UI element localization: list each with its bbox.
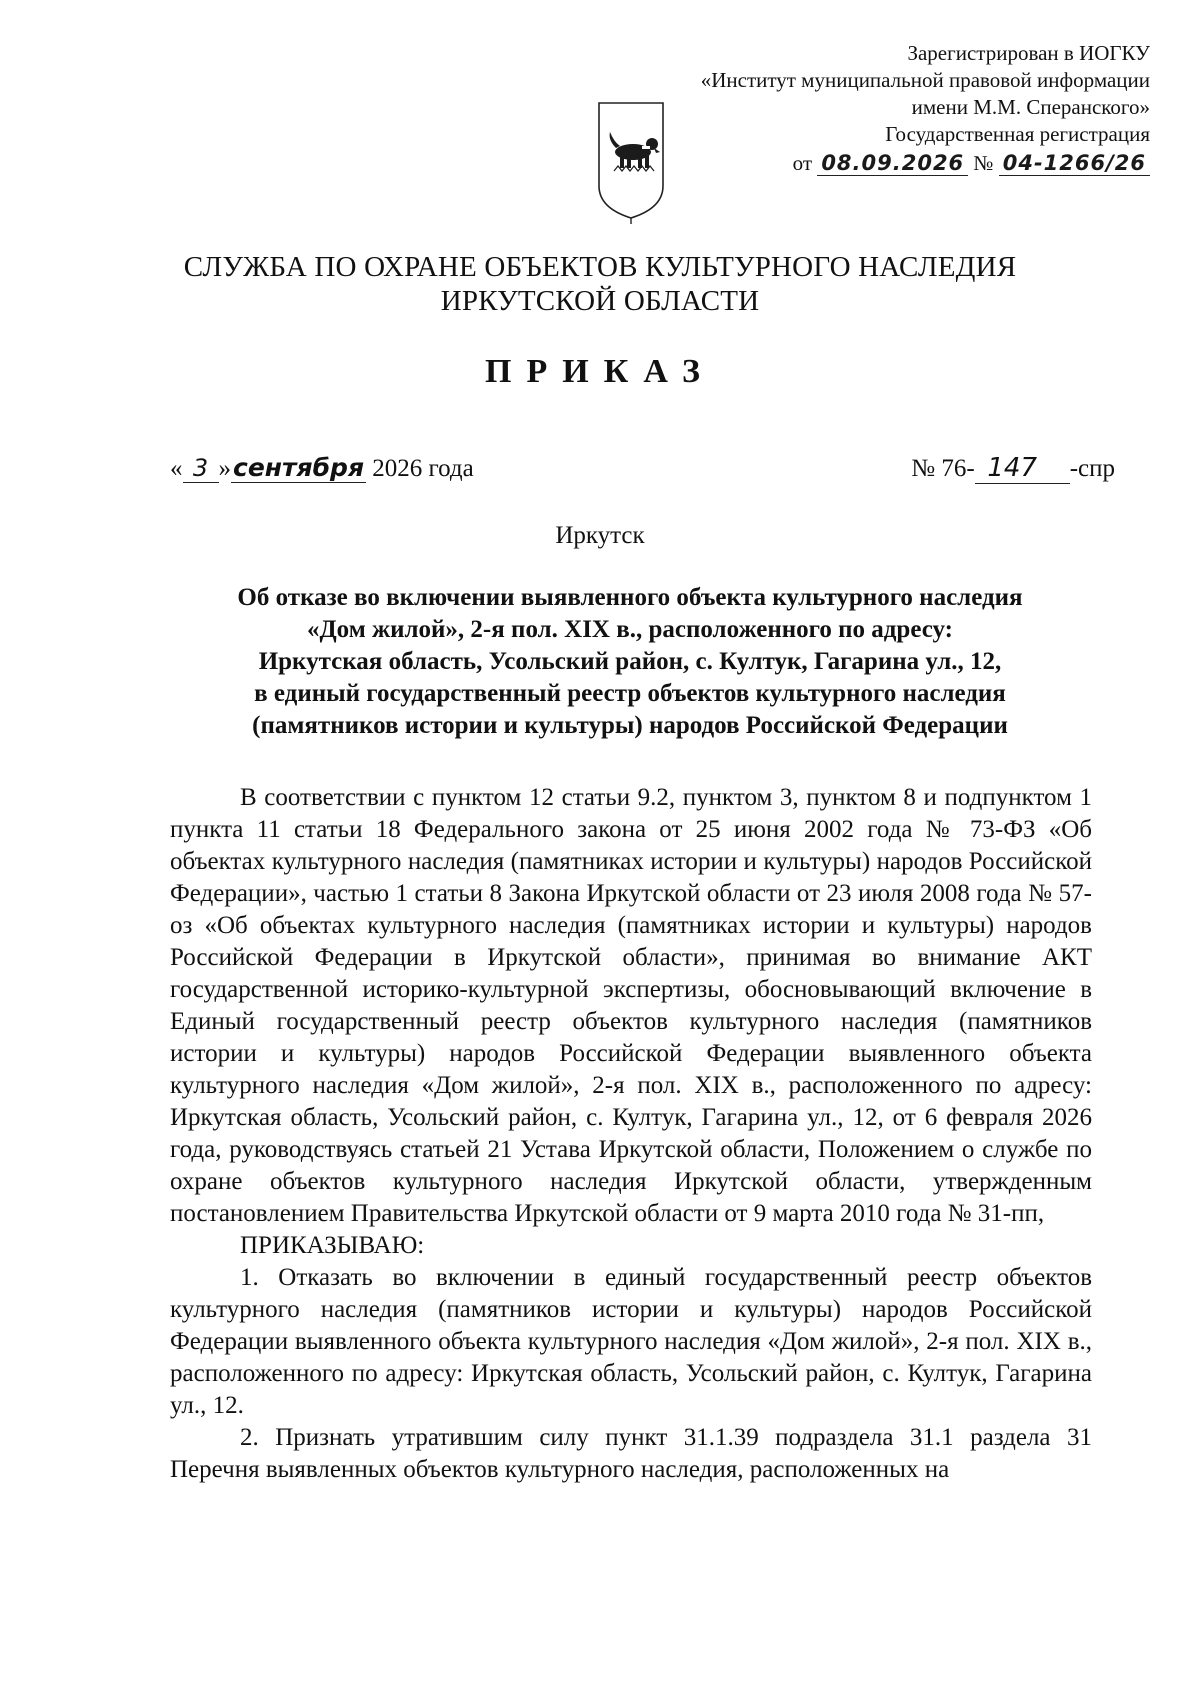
order-command-word: ПРИКАЗЫВАЮ: [240,1232,425,1259]
organization-line-2: ИРКУТСКОЙ ОБЛАСТИ [440,285,760,317]
registration-date-prefix: от [792,151,813,175]
preamble-paragraph: В соответствии с пунктом 12 статьи 9.2, пунктом 3, пунктом 8 и подпунктом 1 пункта 11 статьи 18 Федерального закона от 25 июня 2002 года № 73-ФЗ «Об объектах культурного наследия (памятниках истории и культуры) народов Российской Федерации», частью 1 статьи 8 Закона Иркутской области от 23 июля 2008 года № 57-оз «Об объектах культурного наследия (памятниках истории и культуры) народов Российской Федерации в Иркутской области», принимая во внимание АКТ государственной историко-культурной экспертизы, обосновывающий включение в Единый государственный реестр объектов культурного наследия (памятников истории и культуры) народов Российской Федерации выявленного объекта культурного наследия «Дом жилой», 2-я пол. XIX в., расположенного по адресу: Иркутская область, Усольский район, с. Култук, Гагарина ул., 12, от 6 февраля 2026 года, руководствуясь статьей 21 Устава Иркутской области, Положением о службе по охране объектов культурного наследия Иркутской области, утвержденным постановлением Правительства Иркутской области от 9 марта 2010 года № 31-пп, [170,784,1092,1227]
registration-line-2: «Институт муниципальной правовой информации [700,68,1150,92]
registration-line-1: Зарегистрирован в ИОГКУ [907,41,1150,65]
registration-date-handwritten: 08.09.2026 [817,151,968,176]
irkutsk-coat-of-arms-icon [596,100,666,225]
organization-name [0,250,1200,318]
order-number-prefix: № 76- [911,455,975,482]
registration-number-prefix: № [973,151,994,175]
city-name: Иркутск [555,522,645,549]
subject-line-1: Об отказе во включении выявленного объекта культурного наследия [237,584,1023,611]
registration-line-4: Государственная регистрация [885,122,1150,146]
document-type-title: ПРИКАЗ [485,353,715,390]
subject-line-4: в единый государственный реестр объектов культурного наследия [254,680,1006,707]
order-item-1: 1. Отказать во включении в единый государственный реестр объектов культурного наследия (памятников истории и культуры) народов Российской Федерации выявленного объекта культурного наследия «Дом жилой», 2-я пол. XIX в., расположенного по адресу: Иркутская область, Усольский район, с. Култук, Гагарина ул., 12. [170,1264,1092,1419]
registration-stamp [590,40,1150,177]
organization-line-1: СЛУЖБА ПО ОХРАНЕ ОБЪЕКТОВ КУЛЬТУРНОГО НАСЛЕДИЯ [183,251,1017,283]
date-open-quote: « [170,455,183,482]
date-day-handwritten: 3 [183,454,219,483]
registration-line-3: имени М.М. Сперанского» [911,95,1150,119]
subject-line-3: Иркутская область, Усольский район, с. Култук, Гагарина ул., 12, [258,648,1002,675]
date-month-handwritten: сентября [233,453,364,482]
order-date [170,453,474,483]
registration-date-number-row [590,150,1150,177]
order-number-handwritten: 147 [975,453,1070,484]
date-close-quote: » [218,455,231,482]
subject-line-2: «Дом жилой», 2-я пол. XIX в., расположенного по адресу: [306,616,954,643]
subject-line-5: (памятников истории и культуры) народов Российской Федерации [252,712,1008,739]
registration-number-handwritten: 04-1266/26 [999,151,1150,176]
order-body [170,782,1092,1486]
order-number [911,453,1115,484]
order-number-suffix: -спр [1069,455,1115,482]
order-subject [170,582,1090,742]
date-year: 2026 года [372,455,474,482]
order-item-2: 2. Признать утратившим силу пункт 31.1.39 подраздела 31.1 раздела 31 Перечня выявленных объектов культурного наследия, расположенных на [170,1424,1092,1483]
